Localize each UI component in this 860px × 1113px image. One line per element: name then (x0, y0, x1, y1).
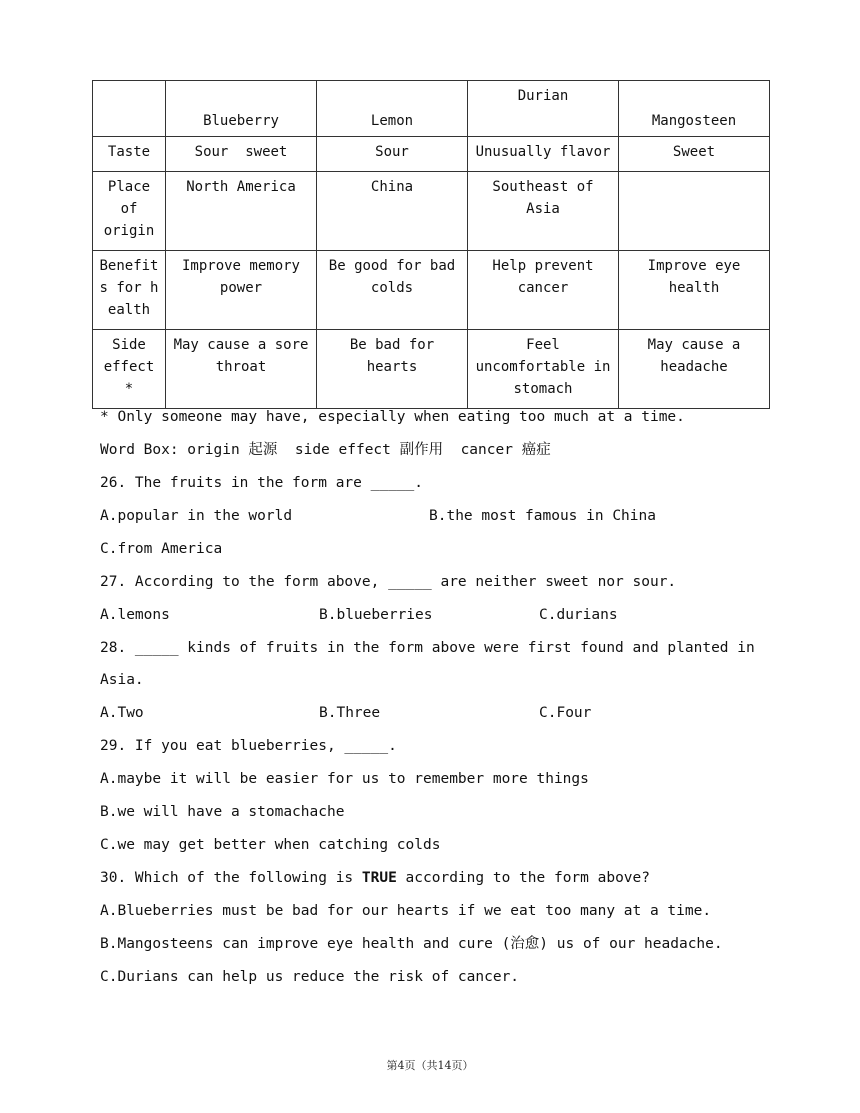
table-cell: Unusually flavor (468, 137, 619, 172)
row-label: Place of origin (93, 172, 166, 251)
row-label: Taste (93, 137, 166, 172)
answer-option[interactable]: C.we may get better when catching colds (100, 837, 441, 853)
answer-option[interactable]: C.durians (539, 607, 618, 623)
table-cell: Be bad for hearts (317, 330, 468, 409)
answer-option[interactable]: A.maybe it will be easier for us to remember more things (100, 771, 589, 787)
header-cell: Lemon (317, 81, 468, 137)
table-cell: May cause a sore throat (166, 330, 317, 409)
table-footnote: * Only someone may have, especially when eating too much at a time. (100, 409, 685, 425)
header-cell: Blueberry (166, 81, 317, 137)
answer-option[interactable]: C.from America (100, 541, 223, 557)
stem-emphasis: TRUE (361, 870, 397, 886)
table-cell: Sweet (619, 137, 770, 172)
question-stem-cont: Asia. (100, 672, 144, 688)
question-stem: 29. If you eat blueberries, _____. (100, 738, 397, 754)
answer-option[interactable]: A.lemons (100, 607, 170, 623)
row-label: Side effect * (93, 330, 166, 409)
header-cell: Mangosteen (619, 81, 770, 137)
answer-option[interactable]: B.blueberries (319, 607, 433, 623)
answer-option[interactable]: A.popular in the world (100, 508, 293, 524)
table-cell: Be good for bad colds (317, 251, 468, 330)
table-cell: Southeast of Asia (468, 172, 619, 251)
stem-text: according to the form above? (396, 870, 650, 886)
table-row (93, 172, 770, 251)
header-cell (93, 81, 166, 137)
answer-option[interactable]: B.Three (319, 705, 381, 721)
table-cell: Feel uncomfortable in stomach (468, 330, 619, 409)
answer-option[interactable]: B.we will have a stomachache (100, 804, 345, 820)
answer-option[interactable]: C.Four (539, 705, 592, 721)
question-stem: 28. _____ kinds of fruits in the form above were first found and planted in (100, 640, 755, 656)
table-cell (619, 172, 770, 251)
word-box: Word Box: origin 起源 side effect 副作用 cancer 癌症 (100, 442, 551, 458)
fruit-table (92, 80, 770, 409)
table-row (93, 137, 770, 172)
table-header-row (93, 81, 770, 137)
table-cell: China (317, 172, 468, 251)
question-stem (100, 867, 650, 889)
answer-option[interactable]: B.Mangosteens can improve eye health and cure (治愈) us of our headache. (100, 936, 723, 952)
question-stem: 26. The fruits in the form are _____. (100, 475, 424, 491)
table-row (93, 330, 770, 409)
table-cell: Improve eye health (619, 251, 770, 330)
table-row (93, 251, 770, 330)
stem-text: 30. Which of the following is (100, 870, 362, 886)
table-cell: Sour sweet (166, 137, 317, 172)
table-cell: North America (166, 172, 317, 251)
page-footer: 第4页（共14页） (386, 1059, 474, 1072)
question-stem: 27. According to the form above, _____ are neither sweet nor sour. (100, 574, 677, 590)
header-cell: Durian (468, 81, 619, 137)
row-label: Benefits for health (93, 251, 166, 330)
answer-option[interactable]: C.Durians can help us reduce the risk of cancer. (100, 969, 520, 985)
answer-option[interactable]: A.Two (100, 705, 144, 721)
table-cell: Improve memory power (166, 251, 317, 330)
table-cell: May cause a headache (619, 330, 770, 409)
answer-option[interactable]: B.the most famous in China (429, 508, 656, 524)
table-cell: Help prevent cancer (468, 251, 619, 330)
answer-option[interactable]: A.Blueberries must be bad for our hearts if we eat too many at a time. (100, 903, 712, 919)
table-cell: Sour (317, 137, 468, 172)
